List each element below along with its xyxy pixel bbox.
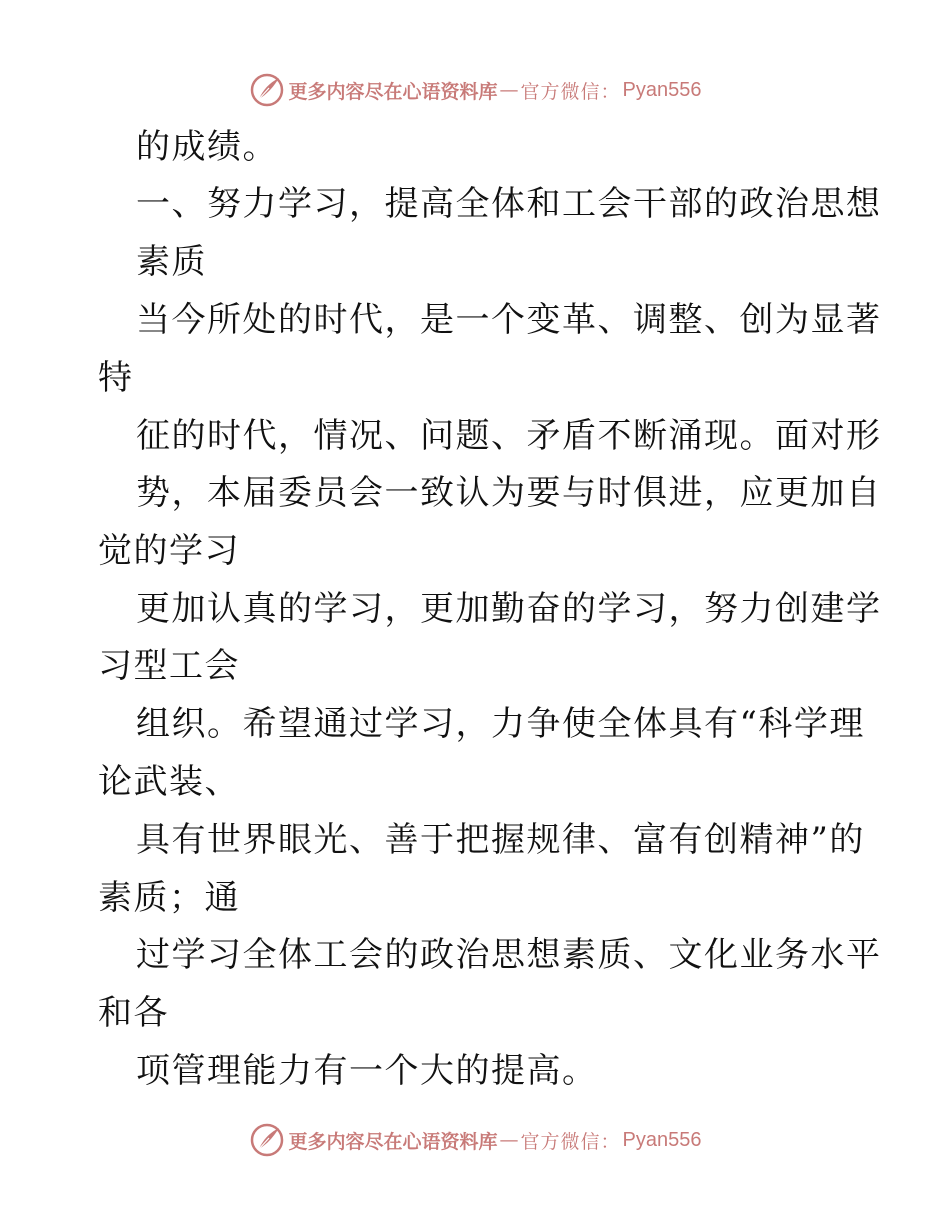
watermark-wechat-label: 官方微信： [520,80,621,103]
watermark-brand: 更多内容尽在心语资料库 [288,1130,498,1153]
text-line: 觉的学习 [98,531,240,571]
text-line: 势，本届委员会一致认为要与时俱进，应更加自 [136,473,882,513]
text-line: 当今所处的时代，是一个变革、调整、创为显著 [136,300,882,340]
watermark-wechat-label: 官方微信： [520,1130,621,1153]
footer-watermark [0,1120,950,1160]
quill-pen-logo-icon [249,72,285,108]
text-line: 素质；通 [98,878,240,918]
watermark-wechat-id: Pyan556 [622,78,702,101]
watermark-wechat-id: Pyan556 [622,1128,702,1151]
text-line: 和各 [98,993,169,1033]
watermark-brand: 更多内容尽在心语资料库 [288,80,498,103]
text-line: 的成绩。 [136,127,278,167]
text-line: 习型工会 [98,646,240,686]
text-line: 项管理能力有一个大的提高。 [136,1051,598,1091]
text-line: 论武装、 [98,762,240,802]
quill-pen-logo-icon [249,1122,285,1158]
text-line: 具有世界眼光、善于把握规律、富有创精神”的 [136,820,865,860]
watermark-dash: — [499,79,519,101]
text-line: 过学习全体工会的政治思想素质、文化业务水平 [136,935,882,975]
text-line: 征的时代，情况、问题、矛盾不断涌现。面对形 [136,416,882,456]
header-watermark [0,70,950,110]
text-line: 特 [98,358,134,398]
text-line: 组织。希望通过学习，力争使全体具有“科学理 [136,704,865,744]
text-line: 更加认真的学习，更加勤奋的学习，努力创建学 [136,589,882,629]
text-line: 素质 [136,242,207,282]
text-line: 一、努力学习，提高全体和工会干部的政治思想 [136,184,882,224]
watermark-dash: — [499,1129,519,1151]
